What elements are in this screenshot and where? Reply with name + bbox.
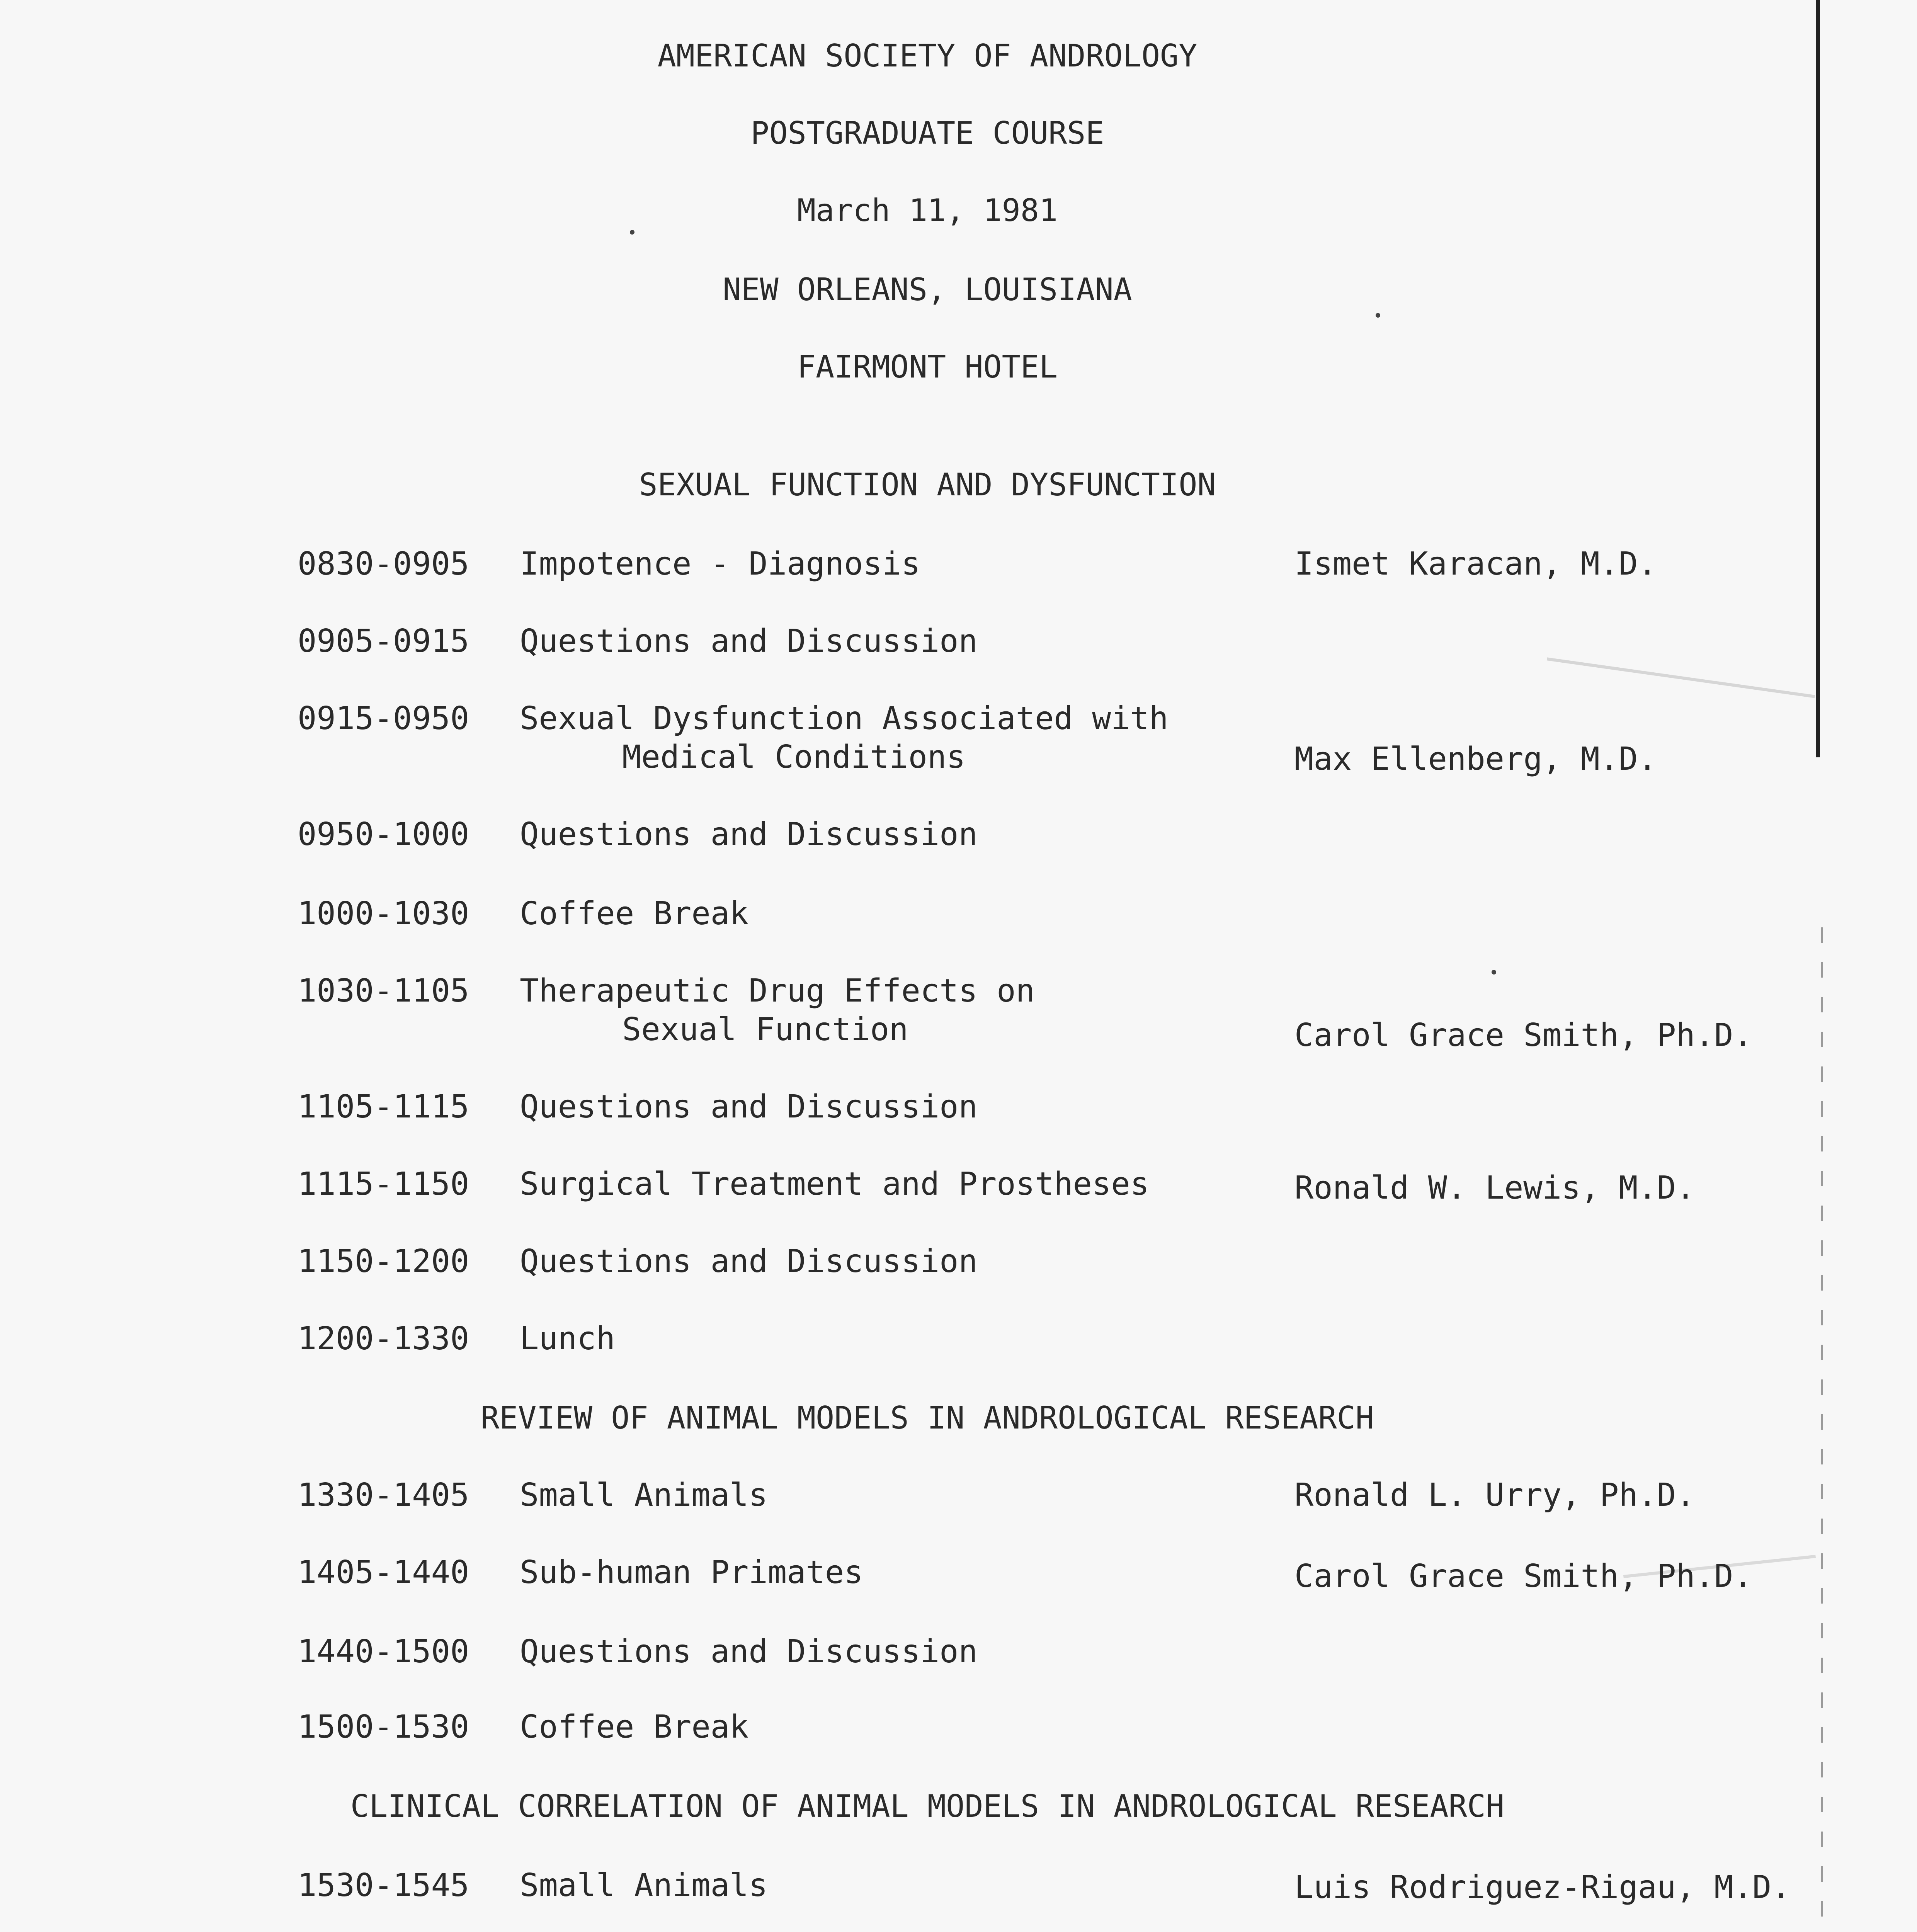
course-venue: FAIRMONT HOTEL (797, 349, 1058, 385)
session-topic: Questions and Discussion (520, 816, 978, 853)
session-time: 1000-1030 (298, 895, 469, 932)
session-time: 1405-1440 (298, 1554, 469, 1591)
speck (1492, 970, 1496, 975)
session-time: 1105-1115 (298, 1088, 469, 1125)
session-time: 0905-0915 (298, 623, 469, 660)
session-topic: Coffee Break (520, 895, 749, 932)
session-topic: Questions and Discussion (520, 623, 978, 660)
org-title: AMERICAN SOCIETY OF ANDROLOGY (657, 38, 1197, 74)
session-topic-continued: Medical Conditions (622, 739, 966, 776)
session-speaker: Carol Grace Smith, Ph.D. (1294, 1017, 1752, 1054)
session-topic: Questions and Discussion (520, 1243, 978, 1280)
session-topic: Small Animals (520, 1867, 768, 1904)
session-time: 1500-1530 (298, 1709, 469, 1745)
session-topic: Surgical Treatment and Prostheses (520, 1166, 1150, 1202)
session-time: 0915-0950 (298, 700, 469, 737)
session-topic: Impotence - Diagnosis (520, 546, 920, 582)
session-time: 1115-1150 (298, 1166, 469, 1202)
session-topic: Therapeutic Drug Effects on (520, 973, 1035, 1009)
course-title: POSTGRADUATE COURSE (750, 115, 1104, 151)
session-topic: Small Animals (520, 1477, 768, 1514)
session-time: 1200-1330 (298, 1320, 469, 1357)
course-city: NEW ORLEANS, LOUISIANA (723, 272, 1132, 308)
course-date: March 11, 1981 (797, 192, 1058, 228)
speck (1376, 313, 1380, 318)
section-title: CLINICAL CORRELATION OF ANIMAL MODELS IN ANDROLOGICAL RESEARCH (350, 1788, 1505, 1824)
session-speaker: Ismet Karacan, M.D. (1294, 546, 1657, 582)
session-topic: Lunch (520, 1320, 615, 1357)
speck (630, 230, 634, 235)
session-topic-continued: Sexual Function (622, 1011, 908, 1048)
session-time: 1150-1200 (298, 1243, 469, 1280)
section-title: REVIEW OF ANIMAL MODELS IN ANDROLOGICAL RESEARCH (481, 1400, 1374, 1436)
session-speaker: Carol Grace Smith, Ph.D. (1294, 1558, 1752, 1595)
session-topic: Coffee Break (520, 1709, 749, 1745)
session-time: 1440-1500 (298, 1633, 469, 1670)
session-speaker: Max Ellenberg, M.D. (1294, 741, 1657, 777)
session-time: 1030-1105 (298, 973, 469, 1009)
session-time: 1330-1405 (298, 1477, 469, 1514)
session-speaker: Ronald L. Urry, Ph.D. (1294, 1477, 1695, 1514)
session-time: 0950-1000 (298, 816, 469, 853)
session-topic: Sub-human Primates (520, 1554, 863, 1591)
session-speaker: Luis Rodriguez-Rigau, M.D. (1294, 1869, 1791, 1906)
paper-crease (1547, 657, 1815, 698)
session-time: 0830-0905 (298, 546, 469, 582)
session-speaker: Ronald W. Lewis, M.D. (1294, 1170, 1695, 1206)
session-topic: Questions and Discussion (520, 1088, 978, 1125)
session-topic: Questions and Discussion (520, 1633, 978, 1670)
session-topic: Sexual Dysfunction Associated with (520, 700, 1169, 737)
section-title: SEXUAL FUNCTION AND DYSFUNCTION (639, 467, 1216, 503)
session-time: 1530-1545 (298, 1867, 469, 1904)
